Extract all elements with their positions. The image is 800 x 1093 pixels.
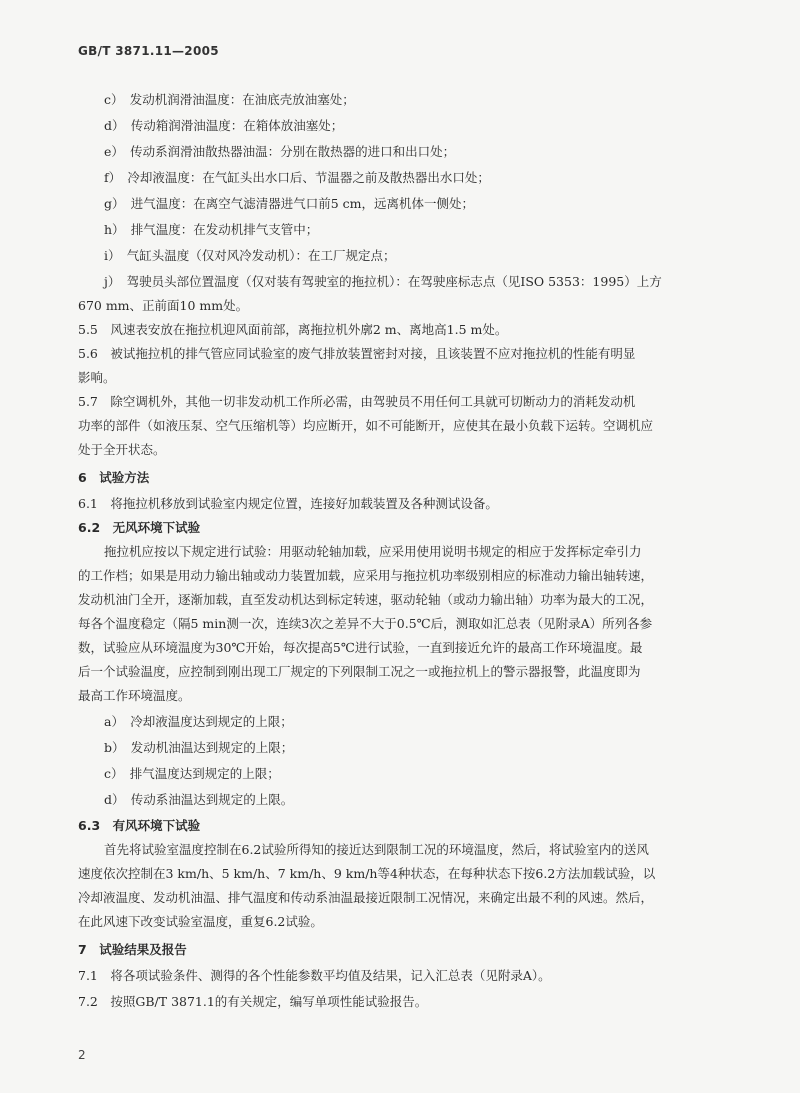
para-6-1: 6.1 将拖拉机移放到试验室内规定位置，连接好加载装置及各种测试设备。 bbox=[78, 496, 498, 511]
para-5-7-line3: 处于全开状态。 bbox=[78, 442, 166, 457]
list-item-j-cont: 670 mm、正前面10 mm处。 bbox=[78, 298, 249, 313]
para-6-2-line7: 最高工作环境温度。 bbox=[78, 688, 191, 703]
para-6-3-line1: 首先将试验室温度控制在6.2试验所得知的接近达到限制工况的环境温度，然后，将试验室内的送风 bbox=[104, 842, 649, 857]
para-5-6-line2: 影响。 bbox=[78, 370, 116, 385]
list-item-i: i） 气缸头温度（仅对风冷发动机）：在工厂规定点； bbox=[104, 248, 396, 263]
para-6-3-line3: 冷却液温度、发动机油温、排气温度和传动系油温最接近限制工况情况，来确定出最不利的风速。然后， bbox=[78, 890, 654, 905]
para-6-2-line2: 的工作档；如果是用动力输出轴或动力装置加载，应采用与拖拉机功率级别相应的标准动力输出轴转速， bbox=[78, 568, 654, 583]
list-item-6-2-c: c） 排气温度达到规定的上限； bbox=[104, 766, 280, 781]
para-5-6-line1: 5.6 被试拖拉机的排气管应同试验室的废气排放装置密封对接，且该装置不应对拖拉机的性能有明显 bbox=[78, 346, 636, 361]
para-6-2-line1: 拖拉机应按以下规定进行试验：用驱动轮轴加载，应采用使用说明书规定的相应于发挥标定牵引力 bbox=[104, 544, 642, 559]
list-item-c: c） 发动机润滑油温度：在油底壳放油塞处； bbox=[104, 92, 355, 107]
list-item-j: j） 驾驶员头部位置温度（仅对装有驾驶室的拖拉机）：在驾驶座标志点（见ISO 5353：1995）上方 bbox=[104, 274, 662, 289]
para-6-2-line5: 数，试验应从环境温度为30℃开始，每次提高5℃进行试验，一直到接近允许的最高工作环境温度。最 bbox=[78, 640, 643, 655]
list-item-6-2-b: b） 发动机油温达到规定的上限； bbox=[104, 740, 294, 755]
para-6-2-line3: 发动机油门全开，逐渐加载，直至发动机达到标定转速，驱动轮轴（或动力输出轴）功率为最大的工况， bbox=[78, 592, 654, 607]
list-item-e: e） 传动系润滑油散热器油温：分别在散热器的进口和出口处； bbox=[104, 144, 456, 159]
page-number: 2 bbox=[78, 1048, 86, 1062]
para-7-1: 7.1 将各项试验条件、测得的各个性能参数平均值及结果，记入汇总表（见附录A）。 bbox=[78, 968, 551, 983]
list-item-h: h） 排气温度：在发动机排气支管中； bbox=[104, 222, 319, 237]
list-item-6-2-a: a） 冷却液温度达到规定的上限； bbox=[104, 714, 293, 729]
para-6-2-line6: 后一个试验温度，应控制到刚出现工厂规定的下列限制工况之一或拖拉机上的警示器报警，此温度即为 bbox=[78, 664, 641, 679]
para-5-5: 5.5 风速表安放在拖拉机迎风面前部，离拖拉机外廓2 m、离地高1.5 m处。 bbox=[78, 322, 508, 337]
list-item-f: f） 冷却液温度：在气缸头出水口后、节温器之前及散热器出水口处； bbox=[104, 170, 490, 185]
section-7-title: 7 试验结果及报告 bbox=[78, 942, 187, 957]
para-5-7-line1: 5.7 除空调机外，其他一切非发动机工作所必需，由驾驶员不用任何工具就可切断动力的消耗发动机 bbox=[78, 394, 636, 409]
para-6-2-title: 6.2 无风环境下试验 bbox=[78, 520, 201, 535]
standard-header: GB/T 3871.11—2005 bbox=[78, 44, 219, 58]
para-6-3-line4: 在此风速下改变试验室温度，重复6.2试验。 bbox=[78, 914, 323, 929]
para-6-3-line2: 速度依次控制在3 km/h、5 km/h、7 km/h、9 km/h等4种状态，在每种状态下按6.2方法加载试验，以 bbox=[78, 866, 656, 881]
para-6-2-line4: 每各个温度稳定（隔5 min测一次，连续3次之差异不大于0.5℃后，测取如汇总表（见附录A）所列各参 bbox=[78, 616, 653, 631]
list-item-6-2-d: d） 传动系油温达到规定的上限。 bbox=[104, 792, 294, 807]
para-6-3-title: 6.3 有风环境下试验 bbox=[78, 818, 201, 833]
list-item-d: d） 传动箱润滑油温度：在箱体放油塞处； bbox=[104, 118, 344, 133]
para-7-2: 7.2 按照GB/T 3871.1的有关规定，编写单项性能试验报告。 bbox=[78, 994, 428, 1009]
para-5-7-line2: 功率的部件（如液压泵、空气压缩机等）均应断开，如不可能断开，应使其在最小负载下运转。空调机应 bbox=[78, 418, 654, 433]
list-item-g: g） 进气温度：在离空气滤清器进气口前5 cm，远离机体一侧处； bbox=[104, 196, 475, 211]
section-6-title: 6 试验方法 bbox=[78, 470, 150, 485]
